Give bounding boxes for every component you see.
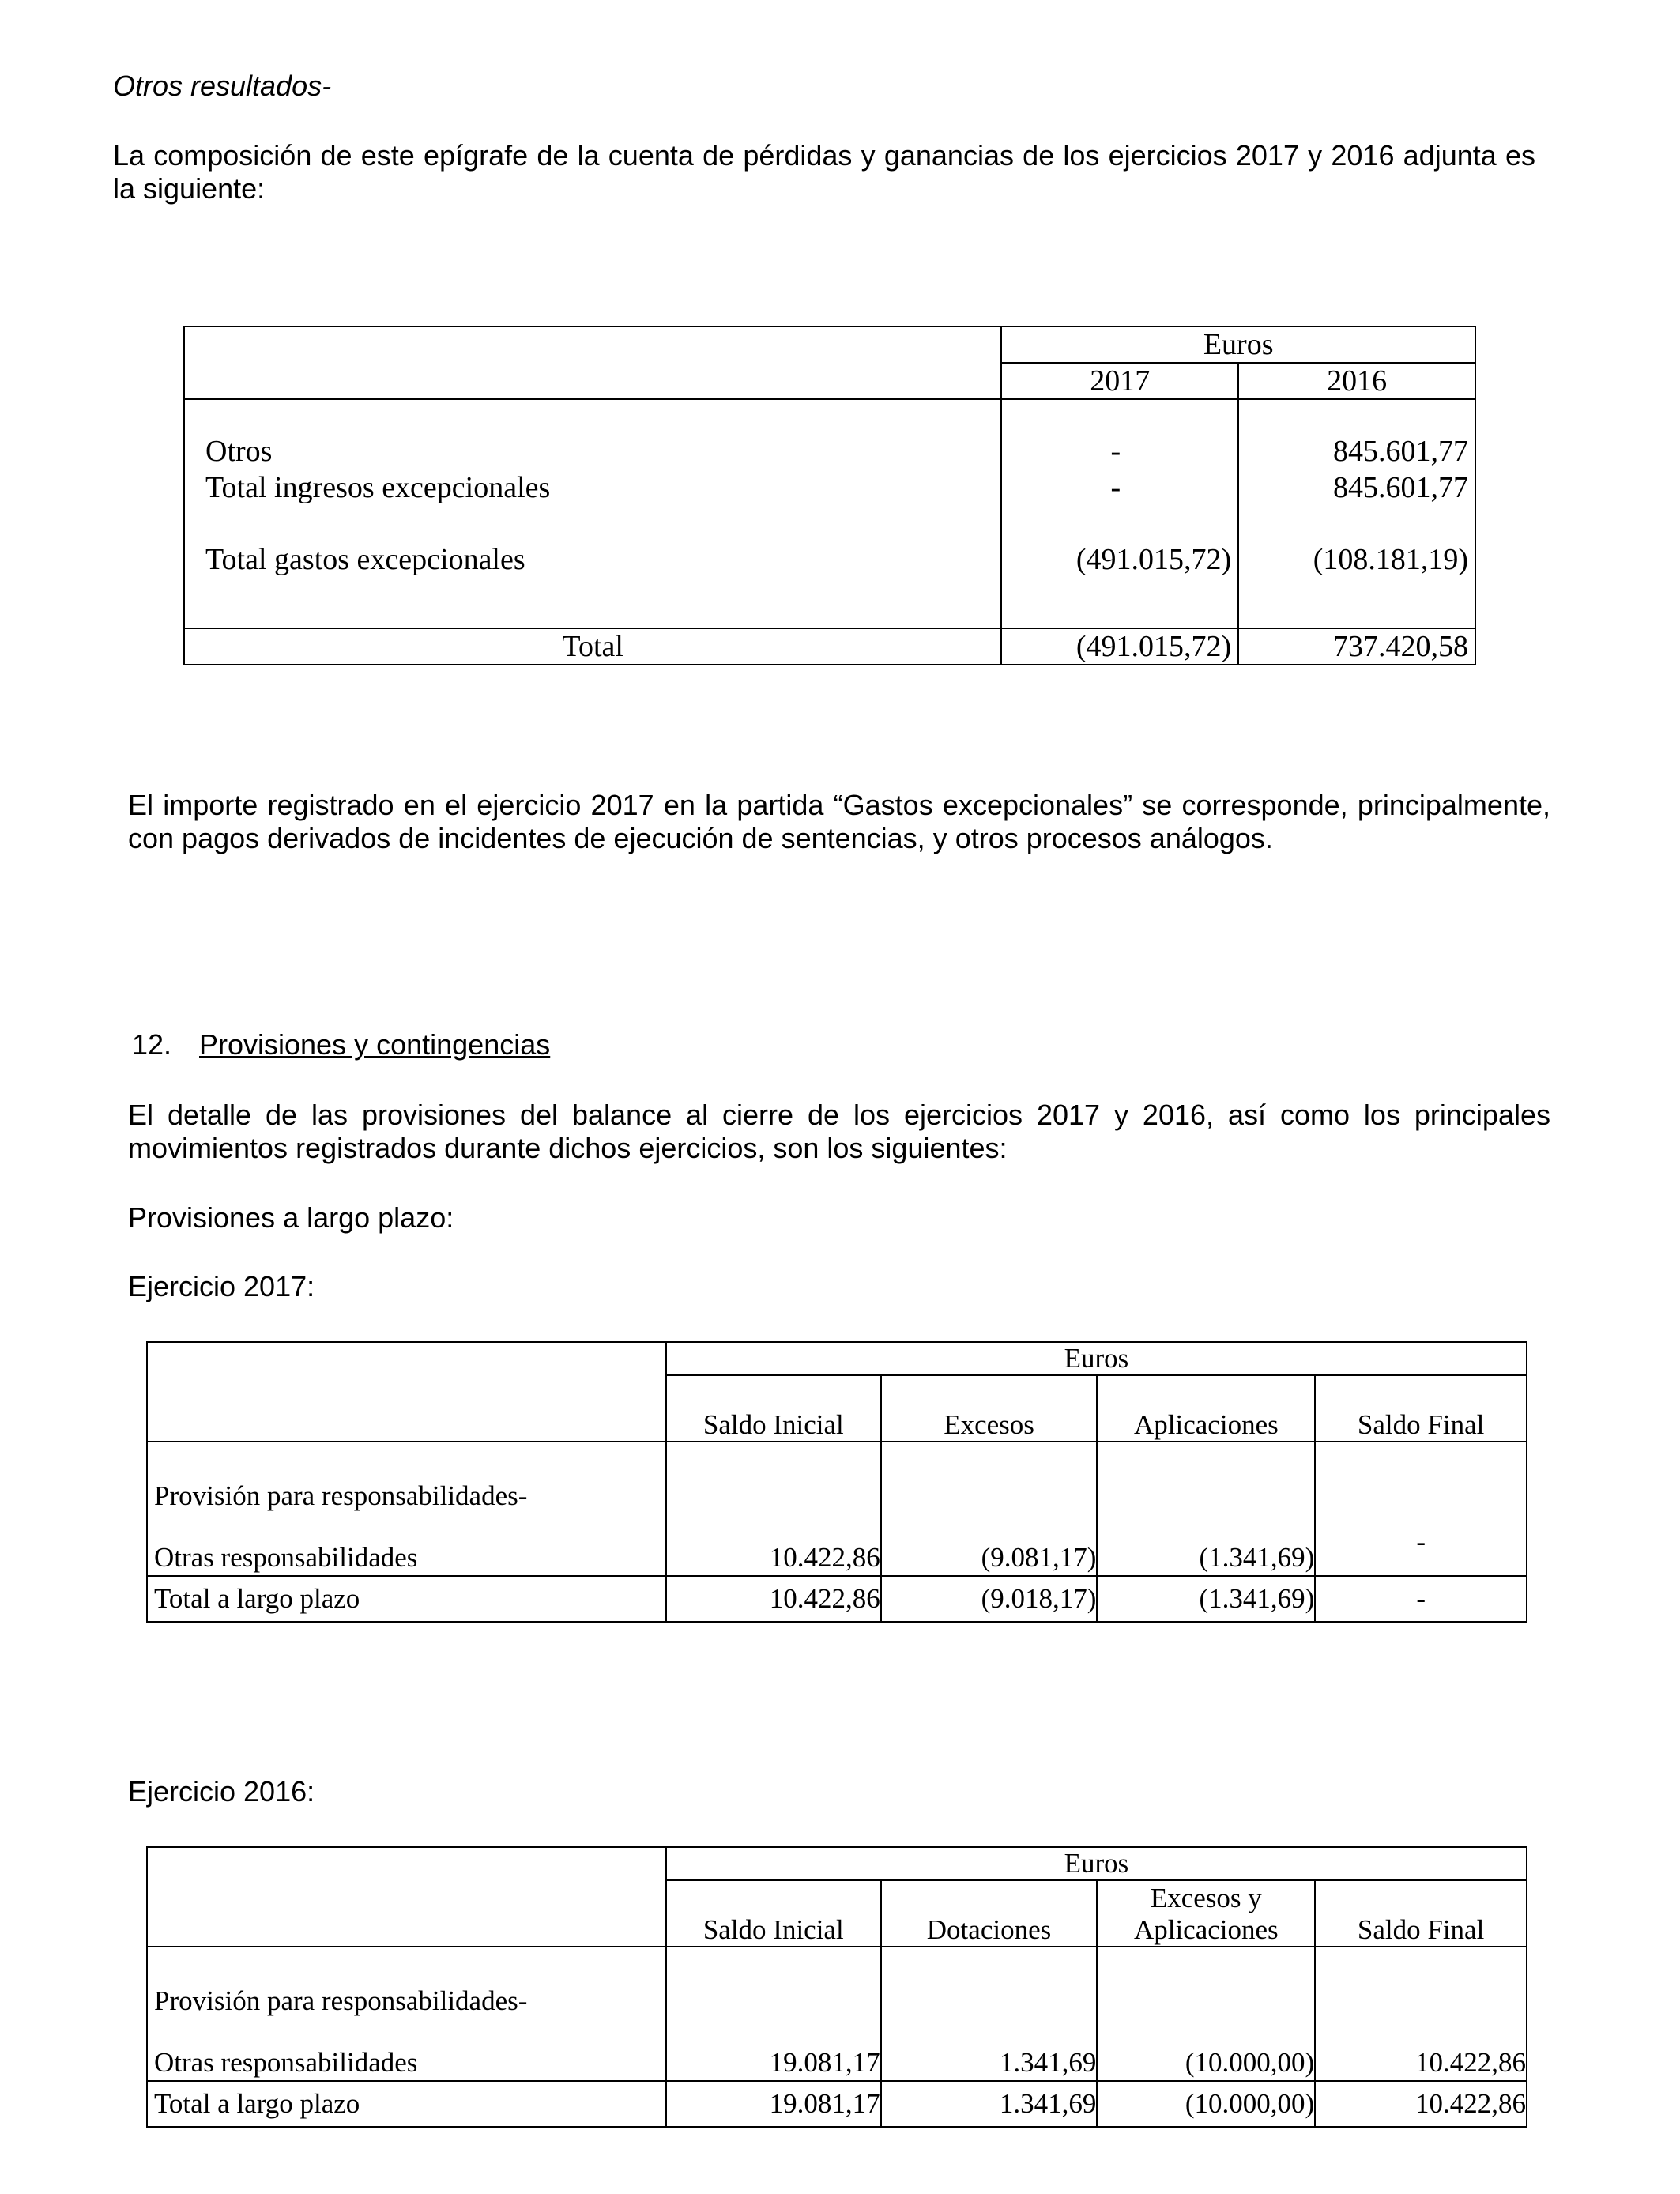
t2-currency-header: Euros xyxy=(666,1342,1527,1375)
t2-group-label: Provisión para responsabilidades- xyxy=(154,1480,528,1511)
paragraph-composicion: La composición de este epígrafe de la cuenta de pérdidas y ganancias de los ejercicios 2017 y 2016 adjunta es la siguiente: xyxy=(113,139,1535,205)
subheading-ejercicio-2017: Ejercicio 2017: xyxy=(128,1270,315,1302)
t3-total-label: Total a largo plazo xyxy=(147,2081,666,2127)
t2-col-excesos: Excesos xyxy=(881,1375,1098,1442)
provisiones-2016-table xyxy=(146,1846,1527,2128)
t3-total-value: (10.000,00) xyxy=(1097,2081,1315,2127)
paragraph-gastos-excepcionales: El importe registrado en el ejercicio 2017 en la partida “Gastos excepcionales” se corresponde, principalmente, con pagos derivados de incidentes de ejecución de sentencias, y otros procesos análogos. xyxy=(128,789,1550,854)
t2-col-aplicaciones: Aplicaciones xyxy=(1097,1375,1315,1442)
table1-total-2016: 737.420,58 xyxy=(1238,628,1475,665)
table1-value: - xyxy=(1110,471,1121,504)
t3-col-saldo-inicial: Saldo Inicial xyxy=(666,1880,881,1947)
t2-row-label: Otras responsabilidades xyxy=(154,1542,418,1573)
t2-total-value: 10.422,86 xyxy=(666,1576,881,1622)
t3-col-dotaciones: Dotaciones xyxy=(881,1880,1098,1947)
t3-total-value: 1.341,69 xyxy=(881,2081,1098,2127)
t2-total-value: (1.341,69) xyxy=(1097,1576,1315,1622)
table1-row-label: Otros xyxy=(205,435,273,468)
t2-col-saldo-final: Saldo Final xyxy=(1315,1375,1527,1442)
t2-value: (1.341,69) xyxy=(1097,1442,1315,1576)
t3-value: (10.000,00) xyxy=(1097,1947,1315,2081)
subheading-ejercicio-2016: Ejercicio 2016: xyxy=(128,1775,315,1808)
subheading-provisiones-largo-plazo: Provisiones a largo plazo: xyxy=(128,1201,454,1234)
table1-year-2016: 2016 xyxy=(1238,363,1475,399)
t3-total-value: 19.081,17 xyxy=(666,2081,881,2127)
t3-currency-header: Euros xyxy=(666,1847,1527,1880)
t2-total-value: - xyxy=(1315,1576,1527,1622)
t2-col-saldo-inicial: Saldo Inicial xyxy=(666,1375,881,1442)
table1-value: (491.015,72) xyxy=(1075,543,1232,576)
t3-value: 10.422,86 xyxy=(1315,1947,1527,2081)
t3-col-excesos-line1: Excesos y xyxy=(1150,1883,1262,1913)
table1-labels-cell xyxy=(184,399,1001,628)
paragraph-detalle-provisiones: El detalle de las provisiones del balance al cierre de los ejercicios 2017 y 2016, así como los principales movimientos registrados durante dichos ejercicios, son los siguientes: xyxy=(128,1099,1550,1164)
t3-value: 19.081,17 xyxy=(666,1947,881,2081)
table1-value: - xyxy=(1110,435,1121,468)
table1-2016-values xyxy=(1238,399,1475,628)
table1-2017-values xyxy=(1001,399,1238,628)
t2-total-label: Total a largo plazo xyxy=(147,1576,666,1622)
section-title: Provisiones y contingencias xyxy=(199,1028,551,1061)
t2-total-value: (9.018,17) xyxy=(881,1576,1098,1622)
t2-empty-header xyxy=(147,1342,666,1442)
table1-value: 845.601,77 xyxy=(1333,435,1468,468)
t2-value: (9.081,17) xyxy=(881,1442,1098,1576)
t3-col-excesos-aplicaciones xyxy=(1097,1880,1315,1947)
table1-year-2017: 2017 xyxy=(1001,363,1238,399)
t3-col-saldo-final: Saldo Final xyxy=(1315,1880,1527,1947)
table1-value: (108.181,19) xyxy=(1313,543,1468,576)
section-heading-otros-resultados: Otros resultados- xyxy=(113,70,332,102)
table1-currency-header: Euros xyxy=(1001,326,1475,363)
t3-empty-header xyxy=(147,1847,666,1947)
t2-value: 10.422,86 xyxy=(666,1442,881,1576)
table1-empty-header xyxy=(184,326,1001,399)
table1-value: 845.601,77 xyxy=(1333,471,1468,504)
t3-row-label: Otras responsabilidades xyxy=(154,2047,418,2078)
t3-value: 1.341,69 xyxy=(881,1947,1098,2081)
t3-group-label: Provisión para responsabilidades- xyxy=(154,1985,528,2016)
otros-resultados-table xyxy=(183,326,1476,665)
table1-total-2017: (491.015,72) xyxy=(1001,628,1238,665)
section-number: 12. xyxy=(132,1028,172,1061)
t2-labels-cell xyxy=(147,1442,666,1576)
t3-col-excesos-line2: Aplicaciones xyxy=(1133,1914,1279,1945)
provisiones-2017-table xyxy=(146,1341,1527,1623)
table1-row-label: Total gastos excepcionales xyxy=(205,543,525,576)
t3-labels-cell xyxy=(147,1947,666,2081)
t3-total-value: 10.422,86 xyxy=(1315,2081,1527,2127)
t2-value: - xyxy=(1315,1442,1527,1576)
table1-row-label: Total ingresos excepcionales xyxy=(205,471,551,504)
table1-total-label: Total xyxy=(184,628,1001,665)
